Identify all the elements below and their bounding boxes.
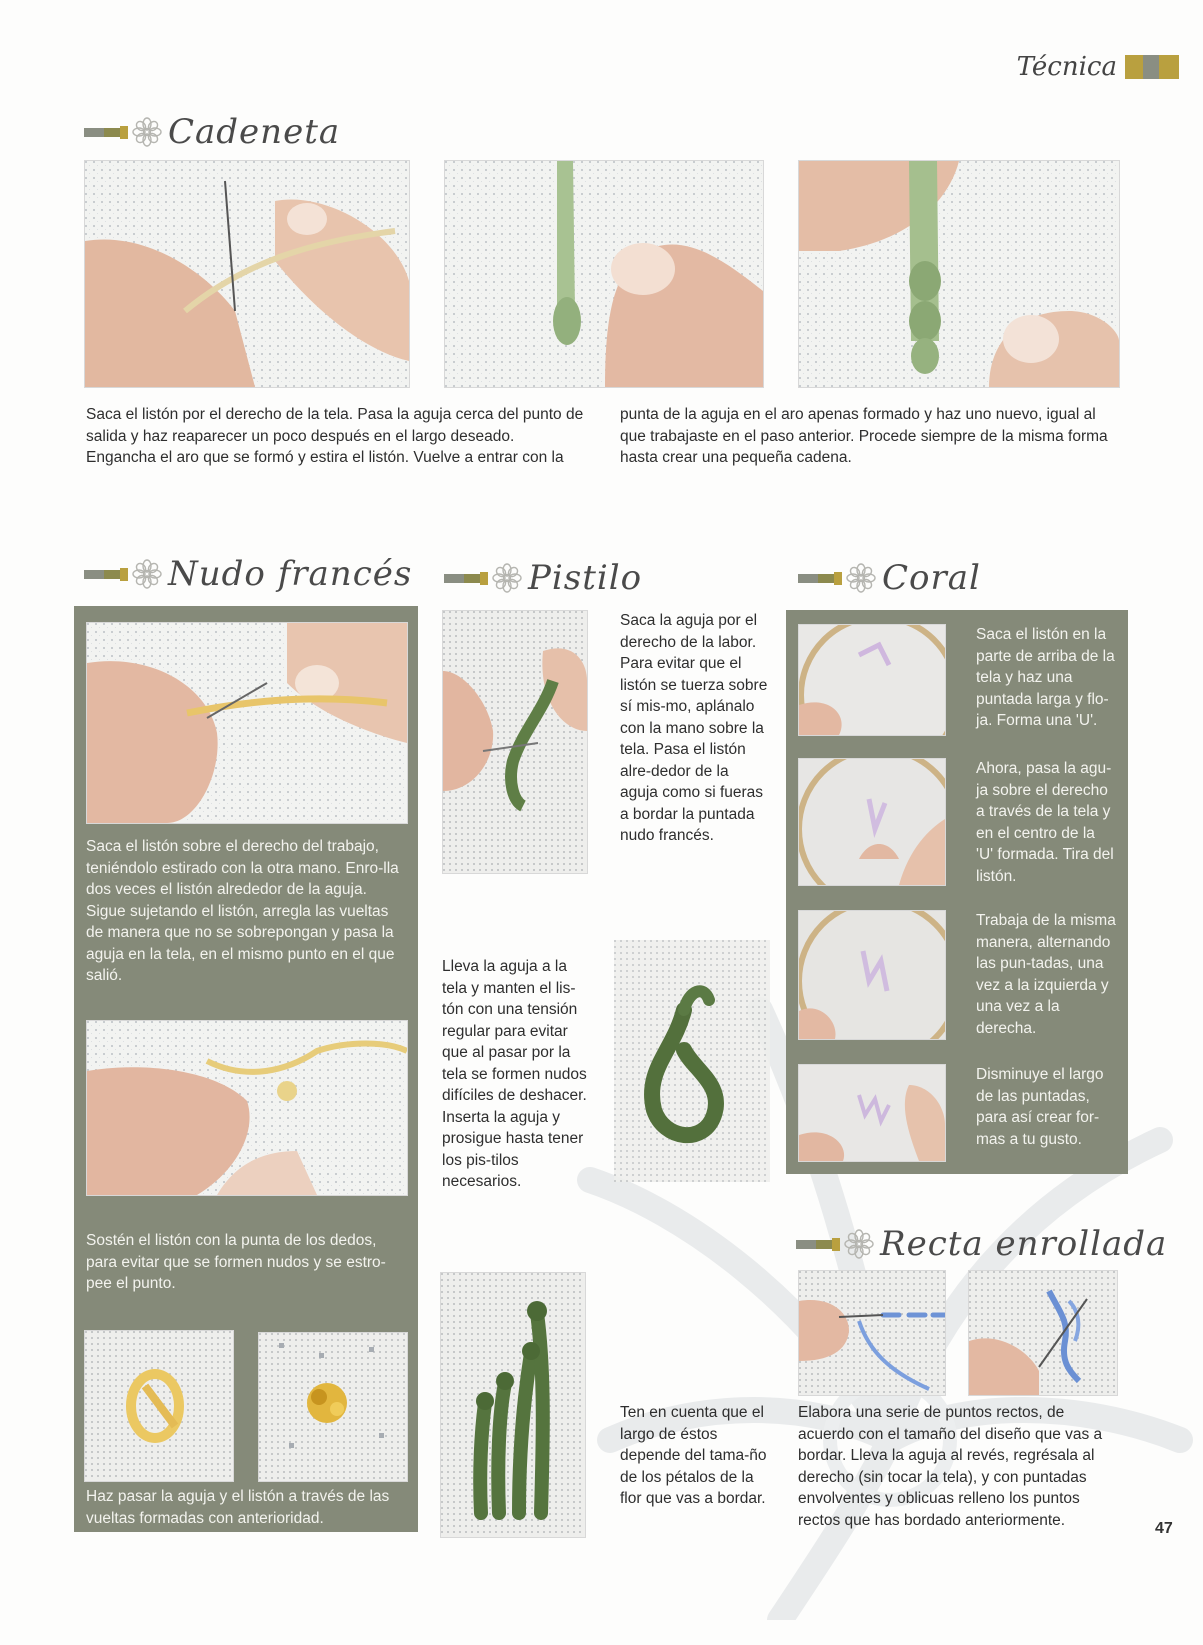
nudo-frances-photo-4	[258, 1332, 408, 1482]
coral-photo-3	[798, 910, 946, 1040]
coral-step2: Ahora, pasa la agu-ja sobre el derecho a través de la tela y en el centro de la 'U' formada. Tira del listón.	[976, 760, 1114, 885]
coral-photo-4	[798, 1064, 946, 1162]
coral-photo-1	[798, 624, 946, 736]
coral-step4: Disminuye el largo de las puntadas, para así crear for-mas a tu gusto.	[976, 1066, 1104, 1148]
pistilo-step3: Ten en cuenta que el largo de éstos depende del tama-ño de los pétalos de la flor que vas a bordar.	[620, 1404, 767, 1507]
flower-icon	[846, 563, 876, 593]
nudo-frances-step3: Haz pasar la aguja y el listón a través de las vueltas formadas con anterioridad.	[86, 1488, 390, 1527]
cadeneta-photo-3	[798, 160, 1120, 388]
nudo-frances-step2: Sostén el listón con la punta de los dedos, para evitar que se formen nudos y se estro-pee el punto.	[86, 1232, 386, 1292]
page-number: 47	[1155, 1520, 1173, 1537]
recta-enrollada-photo-2	[968, 1270, 1118, 1396]
flower-icon	[132, 117, 162, 147]
header-color-bars	[1125, 55, 1179, 79]
pistilo-step2: Lleva la aguja a la tela y manten el lis-tón con una tensión regular para evitar que al pasar por la tela se formen nudos difíciles de deshacer. Inserta la aguja y prosigue hasta tener los pis-tilos necesarios.	[442, 958, 587, 1190]
nudo-frances-photo-2	[86, 1020, 408, 1196]
coral-photo-2	[798, 758, 946, 886]
nudo-frances-step1: Saca el listón sobre el derecho del trabajo, teniéndolo estirado con la otra mano. Enro-lla dos veces el listón alrededor de la aguja. Sigue sujetando el listón, arregla las vueltas de manera que no se sobrepongan y pasa la aguja en la tela, en el mismo punto en el que salió.	[86, 838, 399, 984]
recta-enrollada-photo-1	[798, 1270, 946, 1396]
section-header	[1017, 52, 1183, 82]
cadeneta-text-right: punta de la aguja en el aro apenas formado y haz uno nuevo, igual al que trabajaste en el paso anterior. Procede siempre de la misma forma hasta crear una pequeña cadena.	[620, 406, 1108, 466]
cadeneta-photo-2	[444, 160, 764, 388]
pistilo-photo-3	[440, 1272, 586, 1538]
recta-enrollada-title: Recta enrollada	[796, 1224, 1167, 1264]
pistilo-photo-2	[614, 940, 770, 1182]
coral-step3: Trabaja de la misma manera, alternando las pun-tadas, una vez a la izquierda y una vez a la derecha.	[976, 912, 1116, 1037]
cadeneta-text-left: Saca el listón por el derecho de la tela. Pasa la aguja cerca del punto de salida y haz reaparecer un poco después en el largo deseado. Engancha el aro que se formó y estira el listón. Vuelve a entrar con la	[86, 406, 584, 466]
coral-title: Coral	[798, 558, 981, 598]
coral-step1: Saca el listón en la parte de arriba de la tela y haz una puntada larga y flo-ja. Forma una 'U'.	[976, 626, 1115, 729]
flower-icon	[492, 563, 522, 593]
nudo-frances-title: Nudo francés	[84, 554, 412, 594]
pistilo-step1: Saca la aguja por el derecho de la labor. Para evitar que el listón se tuerza sobre sí mis-mo, aplánalo con la mano sobre la tela. Pasa el listón alre-dedor de la aguja como si fueras a bordar la puntada nudo francés.	[620, 612, 768, 844]
pistilo-photo-1	[442, 610, 588, 874]
flower-icon	[132, 559, 162, 589]
cadeneta-photo-1	[84, 160, 410, 388]
flower-icon	[844, 1229, 874, 1259]
pistilo-title: Pistilo	[444, 558, 642, 598]
recta-enrollada-text: Elabora una serie de puntos rectos, de acuerdo con el tamaño del diseño que vas a bordar. Lleva la aguja al revés, regrésala al derecho (sin tocar la tela), y con puntadas envolventes y oblicuas relleno los puntos rectos que has bordado anteriormente.	[798, 1404, 1103, 1529]
section-label: Técnica	[1016, 52, 1117, 82]
nudo-frances-photo-3	[84, 1330, 234, 1482]
nudo-frances-photo-1	[86, 622, 408, 824]
cadeneta-title: Cadeneta	[84, 112, 340, 152]
